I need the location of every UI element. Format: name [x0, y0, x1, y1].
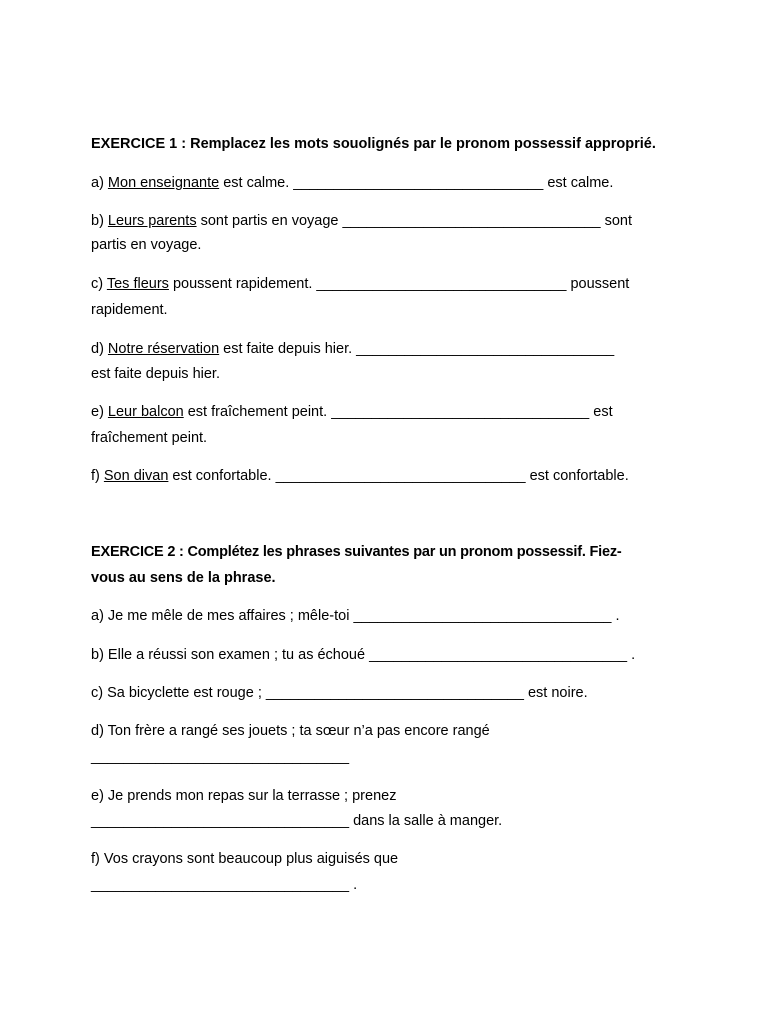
- ex2-item-b: b) Elle a réussi son examen ; tu as échoué ________________________________ .: [91, 647, 636, 663]
- ex1-item-e: e) Leur balcon est fraîchement peint. ________________________________ est: [91, 404, 613, 420]
- ex1-item-c-continuation: rapidement.: [91, 302, 168, 318]
- ex2-item-c: c) Sa bicyclette est rouge ; ________________________________ est noire.: [91, 685, 588, 701]
- exercise1-heading: EXERCICE 1 : Remplacez les mots souolignés par le pronom possessif approprié.: [91, 136, 656, 152]
- ex1-item-c: c) Tes fleurs poussent rapidement. _______________________________ poussent: [91, 276, 630, 292]
- ex2-item-d: d) Ton frère a rangé ses jouets ; ta sœur n’a pas encore rangé: [91, 723, 490, 739]
- underlined-words: Notre réservation: [107, 341, 220, 357]
- underlined-words: Tes fleurs: [106, 276, 169, 292]
- ex1-item-f: f) Son divan est confortable. _______________________________ est confortable.: [91, 468, 629, 484]
- underlined-words: Leur balcon: [107, 404, 184, 420]
- ex2-item-e-continuation: ________________________________ dans la salle à manger.: [91, 813, 503, 829]
- ex1-item-a: a) Mon enseignante est calme. _______________________________ est calme.: [91, 175, 614, 191]
- ex1-item-e-continuation: fraîchement peint.: [91, 430, 208, 446]
- ex2-item-e: e) Je prends mon repas sur la terrasse ; prenez: [91, 788, 397, 804]
- ex2-item-a: a) Je me mêle de mes affaires ; mêle-toi ________________________________ .: [91, 608, 620, 624]
- ex1-item-d: d) Notre réservation est faite depuis hier. ________________________________: [91, 341, 615, 357]
- underlined-words: Leurs parents: [107, 213, 197, 229]
- ex1-item-b-continuation: partis en voyage.: [91, 237, 202, 253]
- ex2-item-d-continuation: ________________________________: [91, 749, 350, 765]
- ex1-item-d-continuation: est faite depuis hier.: [91, 366, 220, 382]
- exercise2-heading-continuation: vous au sens de la phrase.: [91, 570, 276, 586]
- underlined-words: Mon enseignante: [107, 175, 220, 191]
- ex2-item-f-continuation: ________________________________ .: [91, 877, 358, 893]
- ex1-item-b: b) Leurs parents sont partis en voyage ________________________________ sont: [91, 213, 632, 229]
- ex2-item-f: f) Vos crayons sont beaucoup plus aiguisés que: [91, 851, 399, 867]
- exercise2-heading: EXERCICE 2 : Complétez les phrases suivantes par un pronom possessif. Fiez-: [91, 544, 622, 560]
- underlined-words: Son divan: [103, 468, 169, 484]
